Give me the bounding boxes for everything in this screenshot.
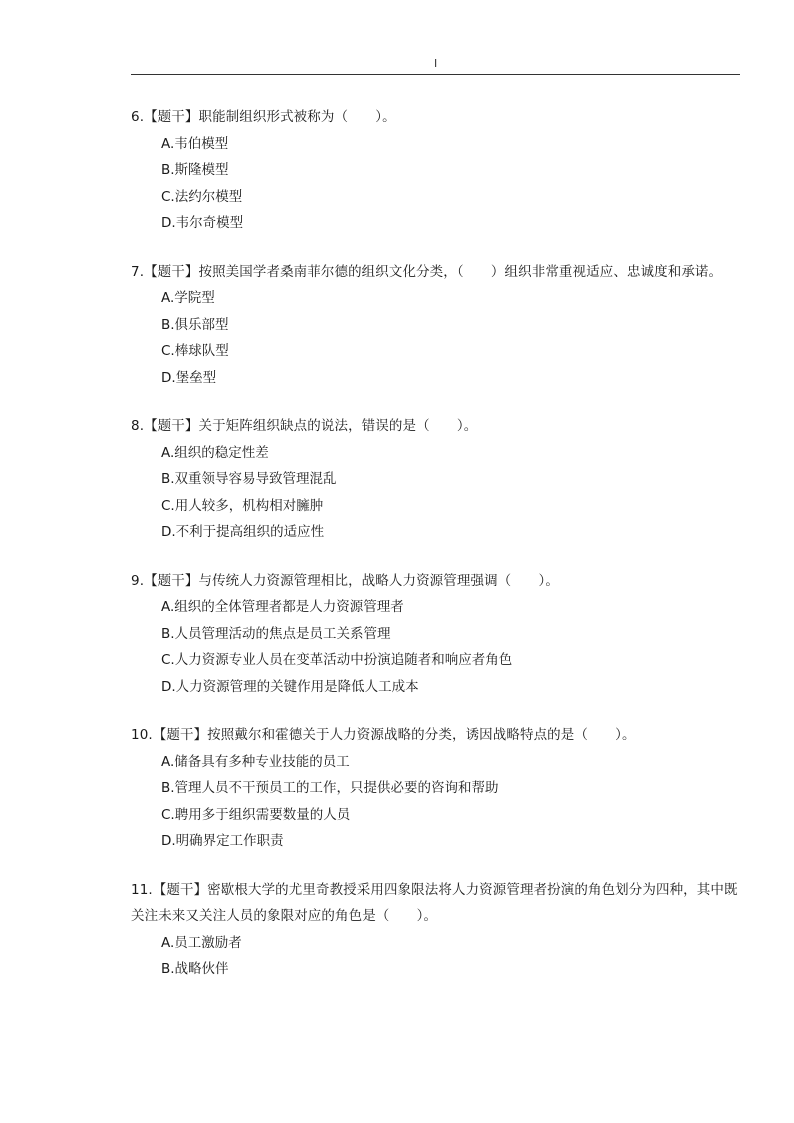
question-11 xyxy=(131,877,743,983)
question-7 xyxy=(131,259,743,392)
option-a: A.组织的稳定性差 xyxy=(161,444,269,461)
option-a: A.组织的全体管理者都是人力资源管理者 xyxy=(161,599,404,615)
option-c: C.人力资源专业人员在变革活动中扮演追随者和响应者角色 xyxy=(161,652,513,668)
option-b: B.战略伙伴 xyxy=(161,961,229,977)
option-list xyxy=(131,930,743,983)
option-list xyxy=(131,749,743,855)
option-a: A.储备具有多种专业技能的员工 xyxy=(161,753,350,770)
option-b: B.双重领导容易导致管理混乱 xyxy=(161,471,337,487)
option-d: D.明确界定工作职责 xyxy=(161,833,284,849)
header-mark: I xyxy=(434,57,438,70)
question-stem: 11.【题干】密歇根大学的尤里奇教授采用四象限法将人力资源管理者扮演的角色划分为四种，其中既关注未来又关注人员的象限对应的角色是（ ）。 xyxy=(131,881,738,924)
question-stem: 6.【题干】职能制组织形式被称为（ ）。 xyxy=(131,109,396,125)
option-d: D.堡垒型 xyxy=(161,369,217,386)
question-stem: 8.【题干】关于矩阵组织缺点的说法，错误的是（ ）。 xyxy=(131,418,478,434)
question-stem: 9.【题干】与传统人力资源管理相比，战略人力资源管理强调（ ）。 xyxy=(131,572,559,589)
option-list xyxy=(131,440,743,546)
question-9 xyxy=(131,568,743,701)
option-list xyxy=(131,594,743,700)
option-c: C.聘用多于组织需要数量的人员 xyxy=(161,806,351,823)
option-d: D.韦尔奇模型 xyxy=(161,215,244,231)
question-stem: 10.【题干】按照戴尔和霍德关于人力资源战略的分类，诱因战略特点的是（ ）。 xyxy=(131,727,636,743)
option-b: B.斯隆模型 xyxy=(161,162,229,178)
question-8 xyxy=(131,413,743,546)
option-c: C.用人较多，机构相对臃肿 xyxy=(161,497,324,514)
option-d: D.人力资源管理的关键作用是降低人工成本 xyxy=(161,678,419,695)
option-c: C.法约尔模型 xyxy=(161,188,243,205)
question-6 xyxy=(131,104,743,237)
question-stem: 7.【题干】按照美国学者桑南菲尔德的组织文化分类，（ ）组织非常重视适应、忠诚度和承诺。 xyxy=(131,263,723,280)
option-a: A.韦伯模型 xyxy=(161,135,229,152)
option-c: C.棒球队型 xyxy=(161,343,229,359)
option-a: A.员工激励者 xyxy=(161,934,242,951)
option-b: B.管理人员不干预员工的工作，只提供必要的咨询和帮助 xyxy=(161,780,499,796)
option-b: B.俱乐部型 xyxy=(161,316,229,333)
option-a: A.学院型 xyxy=(161,290,215,306)
option-list xyxy=(131,285,743,391)
page-header xyxy=(131,56,740,75)
option-d: D.不利于提高组织的适应性 xyxy=(161,524,325,540)
question-10 xyxy=(131,722,743,855)
option-b: B.人员管理活动的焦点是员工关系管理 xyxy=(161,625,391,642)
question-list xyxy=(131,104,743,1005)
option-list xyxy=(131,131,743,237)
